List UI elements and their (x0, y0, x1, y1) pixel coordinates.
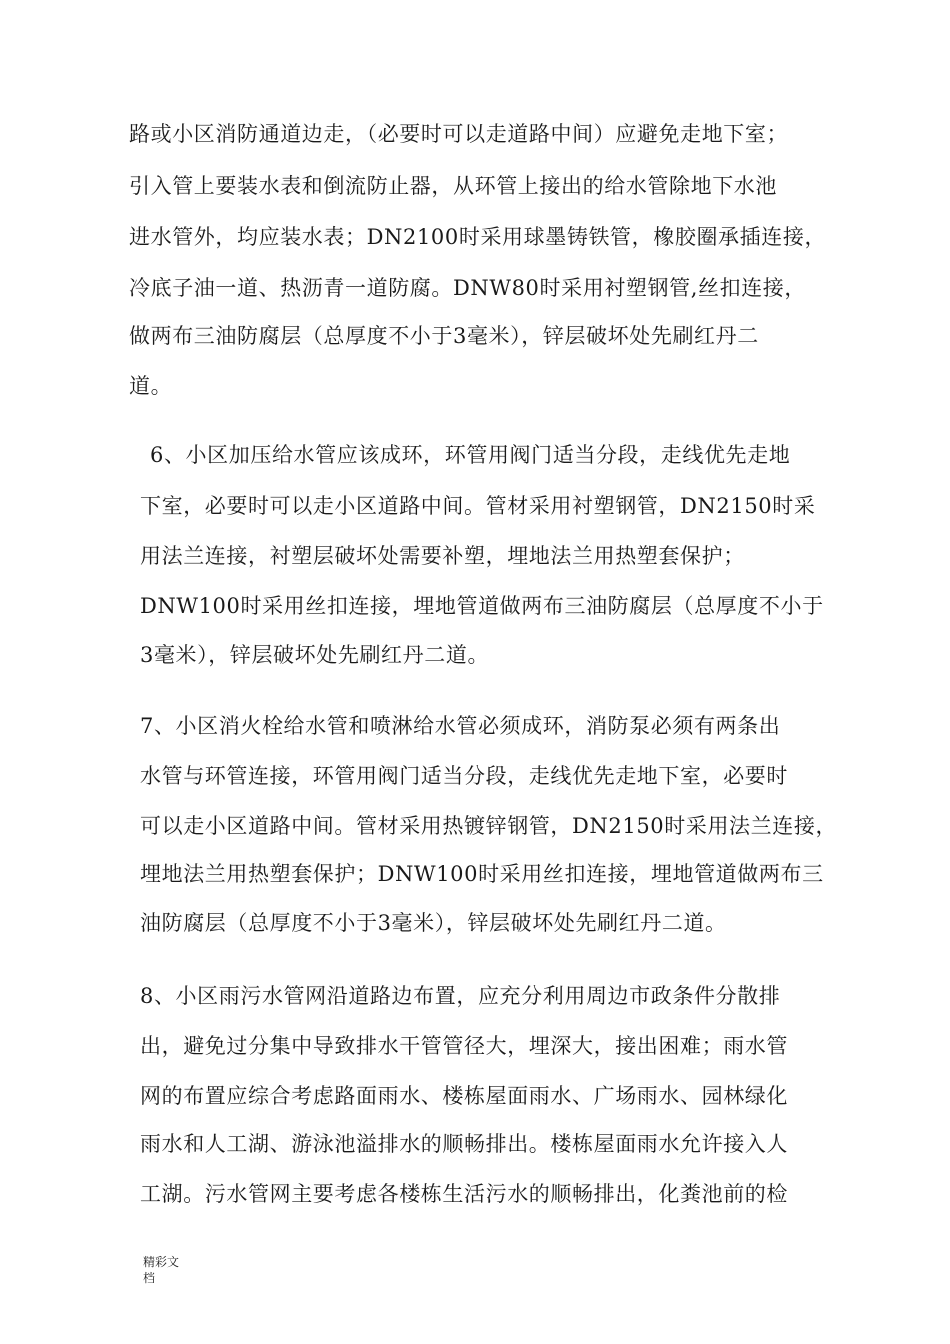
text-line: DNW100时采用丝扣连接，埋地管道做两布三油防腐层（总厚度不小于 (140, 594, 824, 618)
footer-line: 精彩文 (143, 1255, 180, 1269)
text-line: 下室，必要时可以走小区道路中间。管材采用衬塑钢管，DN2150时采 (140, 494, 816, 518)
text-line: 7、小区消火栓给水管和喷淋给水管必须成环，消防泵必须有两条出 (140, 714, 781, 738)
text-line: 出，避免过分集中导致排水干管管径大，埋深大，接出困难；雨水管 (140, 1034, 788, 1058)
text-line: 进水管外，均应装水表；DN2100时采用球墨铸铁管，橡胶圈承插连接， (129, 225, 827, 249)
text-line: 3毫米），锌层破坏处先刷红丹二道。 (140, 643, 490, 667)
text-line: 油防腐层（总厚度不小于3毫米），锌层破坏处先刷红丹二道。 (140, 911, 727, 935)
text-line: 8、小区雨污水管网沿道路边布置，应充分利用周边市政条件分散排 (140, 984, 781, 1008)
text-line: 路或小区消防通道边走，（必要时可以走道路中间）应避免走地下室； (129, 122, 789, 146)
text-line: 网的布置应综合考虑路面雨水、楼栋屋面雨水、广场雨水、园林绿化 (140, 1084, 788, 1108)
text-line: 用法兰连接，衬塑层破坏处需要补塑，埋地法兰用热塑套保护； (140, 544, 745, 568)
text-line: 做两布三油防腐层（总厚度不小于3毫米），锌层破坏处先刷红丹二 (129, 324, 759, 348)
text-line: 6、小区加压给水管应该成环，环管用阀门适当分段，走线优先走地 (150, 443, 791, 467)
footer-line: 档 (143, 1271, 156, 1285)
text-line: 雨水和人工湖、游泳池溢排水的顺畅排出。楼栋屋面雨水允许接入人 (140, 1132, 788, 1156)
text-line: 道。 (129, 374, 173, 398)
text-line: 冷底子油一道、热沥青一道防腐。DNW80时采用衬塑钢管,丝扣连接， (129, 276, 806, 300)
text-line: 埋地法兰用热塑套保护；DNW100时采用丝扣连接，埋地管道做两布三 (140, 862, 824, 886)
text-line: 水管与环管连接，环管用阀门适当分段，走线优先走地下室，必要时 (140, 764, 788, 788)
text-line: 引入管上要装水表和倒流防止器，从环管上接出的给水管除地下水池 (129, 174, 777, 198)
text-line: 工湖。污水管网主要考虑各楼栋生活污水的顺畅排出，化粪池前的检 (140, 1182, 788, 1206)
text-line: 可以走小区道路中间。管材采用热镀锌钢管，DN2150时采用法兰连接， (140, 814, 838, 838)
